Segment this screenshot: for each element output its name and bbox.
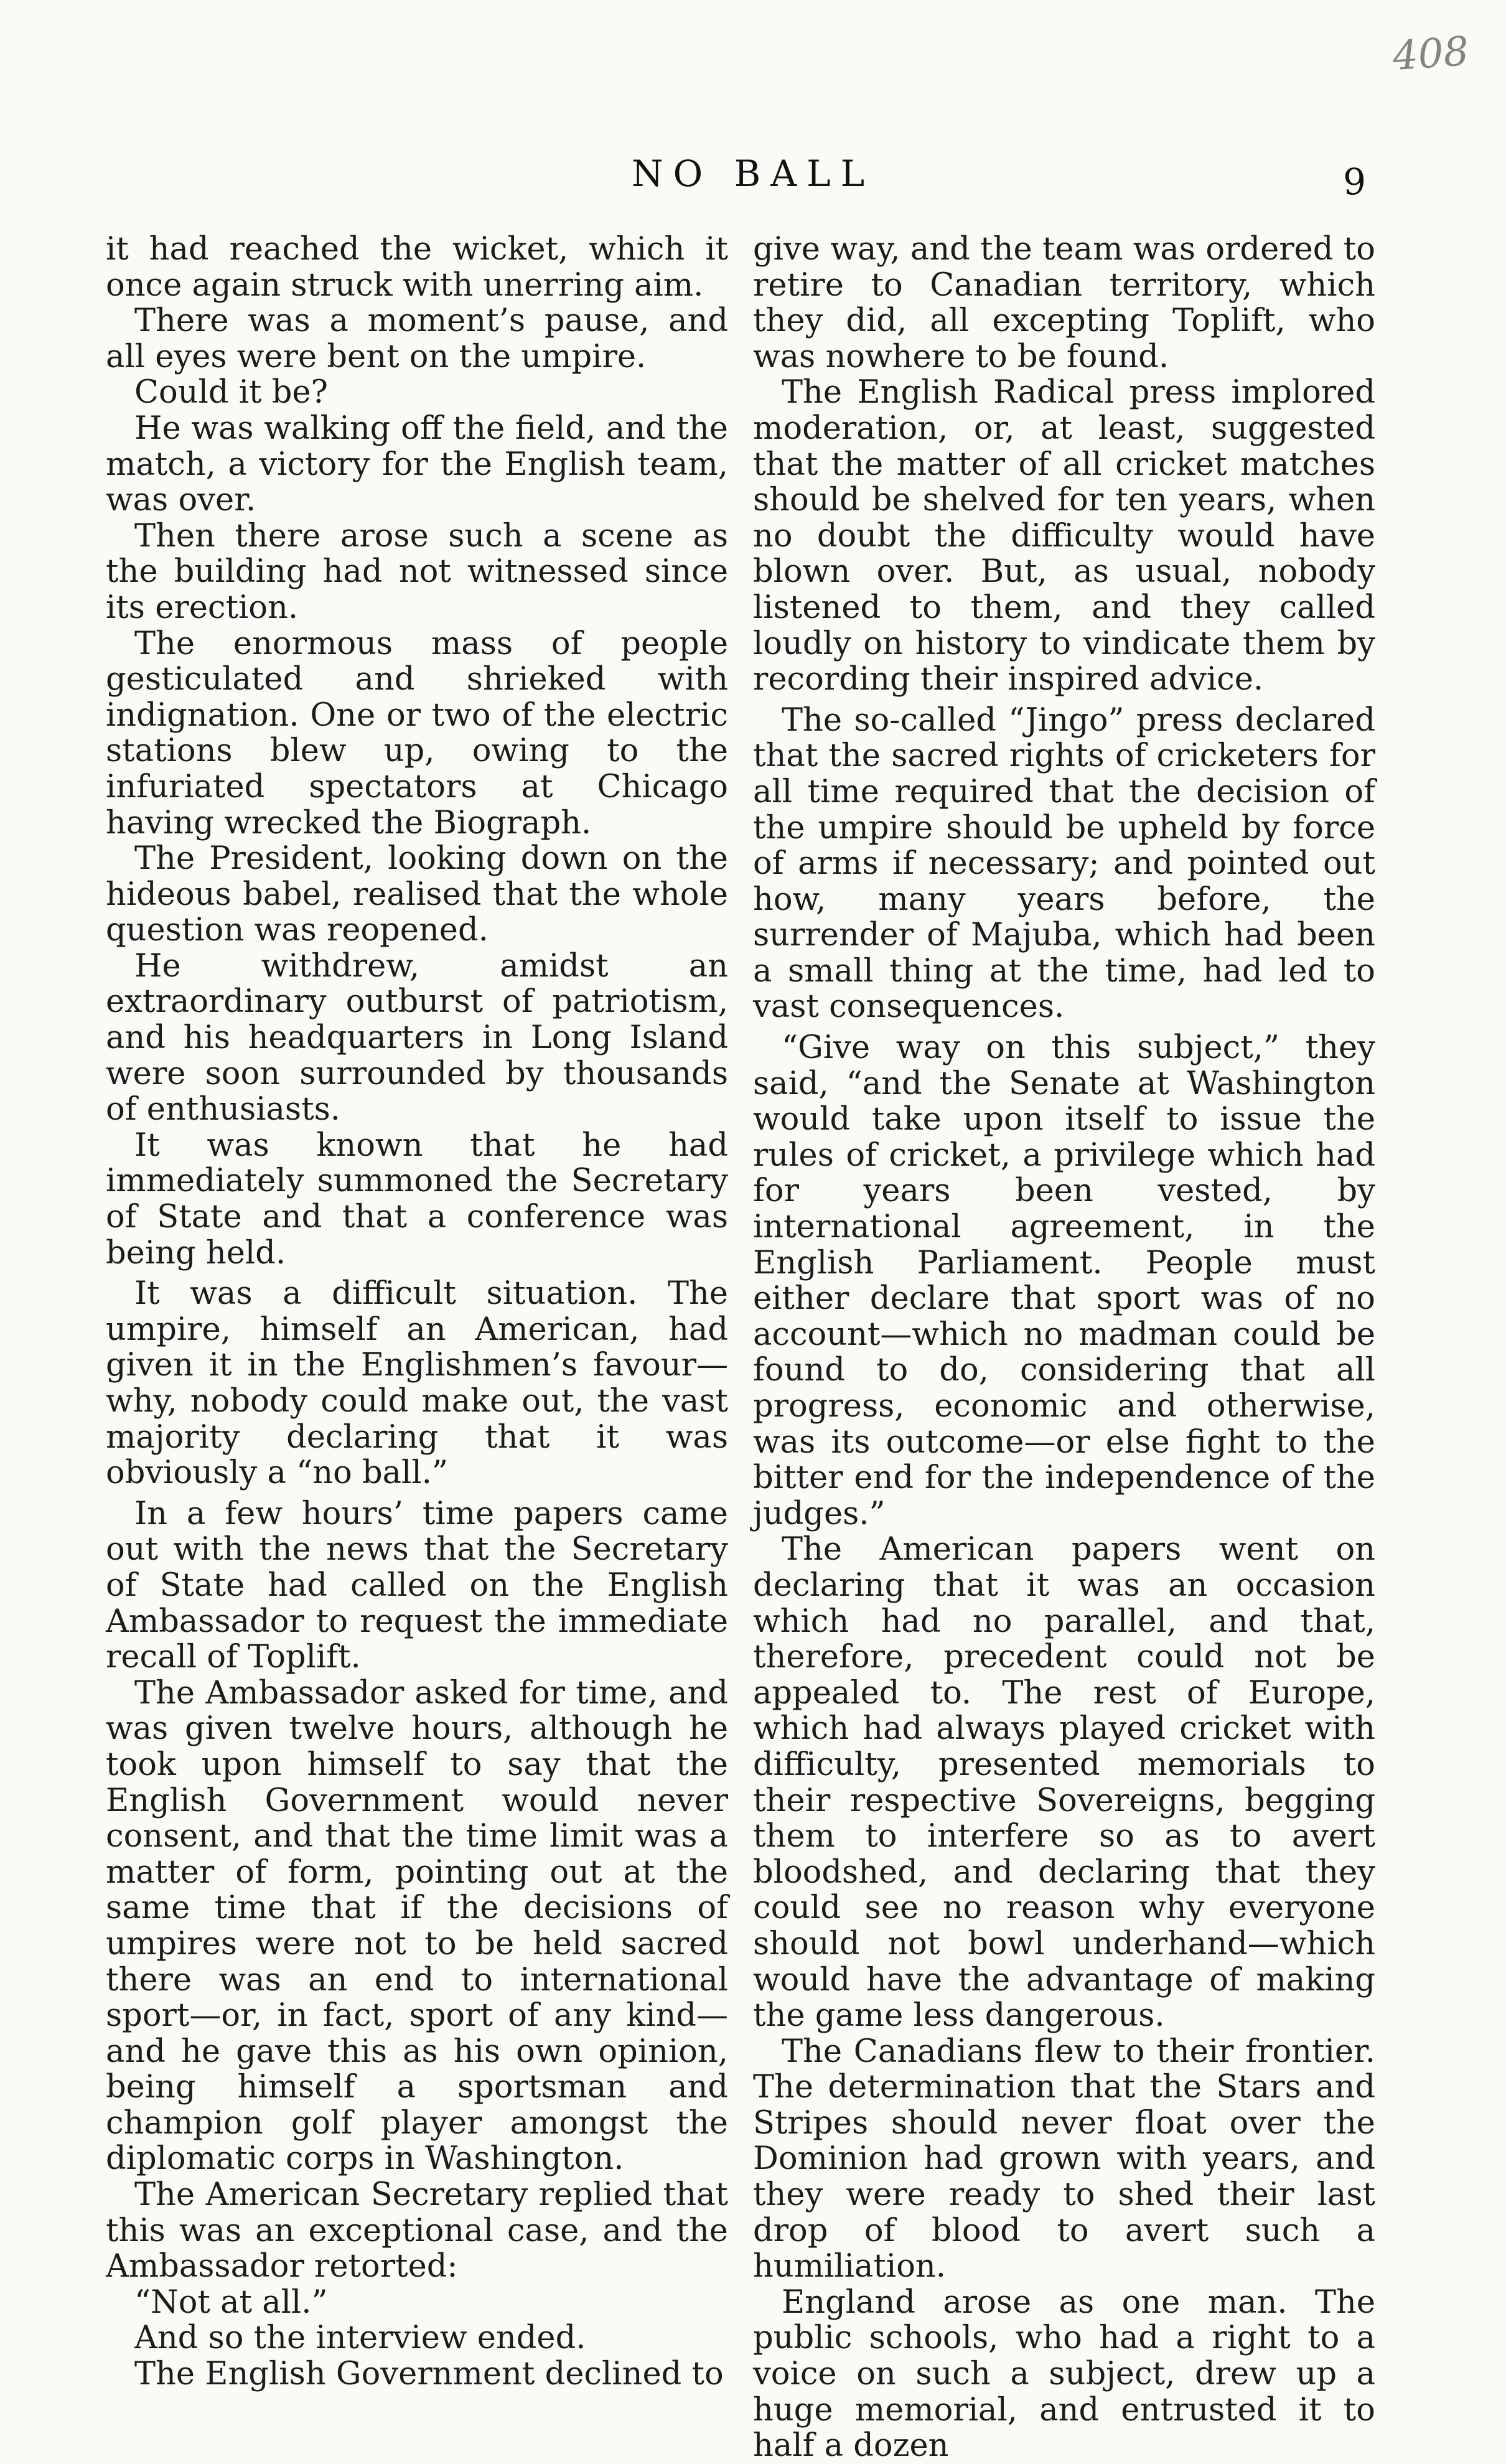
paragraph: The Canadians flew to their frontier. The determination that the Stars and Stripes should never float over the Dominion had grown with years, and they were ready to shed their last drop of blood to avert such a humiliation.	[753, 2033, 1375, 2285]
paragraph: The Ambassador asked for time, and was given twelve hours, although he took upon himself to say that the English Government would never consent, and that the time limit was a matter of form, pointing out at the same time that if the decisions of umpires were not to be held sacred there was an end to international sport—or, in fact, sport of any kind— and he gave this as his own opinion, being himself a sportsman and champion golf player amongst the diplomatic corps in Washington.	[106, 1674, 728, 2178]
paragraph: It was a difficult situation. The umpire, himself an American, had given it in the Englishmen’s favour—why, nobody could make out, the vast majority declaring that it was obviously a “no ball.”	[106, 1275, 728, 1492]
left-column	[106, 232, 728, 2392]
running-head: NO BALL	[631, 152, 875, 195]
handwritten-page-mark: 408	[1391, 28, 1471, 80]
paragraph: The English Government declined to	[134, 2356, 724, 2393]
paragraph: Could it be?	[134, 374, 328, 411]
paragraph: He was walking off the field, and the match, a victory for the English team, was over.	[106, 410, 728, 519]
paragraph: it had reached the wicket, which it once again struck with unerring aim.	[106, 231, 728, 304]
paragraph: The President, looking down on the hideous babel, realised that the whole question was reopened.	[106, 840, 728, 949]
page-number: 9	[1343, 161, 1366, 203]
paragraph: He withdrew, amidst an extraordinary outburst of patriotism, and his headquarters in Long Island were soon surrounded by thousands of enthusiasts.	[106, 947, 728, 1128]
paragraph: There was a moment’s pause, and all eyes were bent on the umpire.	[106, 302, 728, 375]
paragraph: The English Radical press implored moderation, or, at least, suggested that the matter of all cricket matches should be shelved for ten years, when no doubt the difficulty would have blown over. But, as usual, nobody listened to them, and they called loudly on history to vindicate them by recording their inspired advice.	[753, 374, 1375, 698]
right-column	[753, 232, 1375, 2464]
paragraph: And so the interview ended.	[134, 2320, 586, 2357]
paragraph: The so-called “Jingo” press declared that the sacred rights of cricketers for all time required that the decision of the umpire should be upheld by force of arms if necessary; and pointed out how, many years before, the surrender of Majuba, which had been a small thing at the time, had led to vast consequences.	[753, 701, 1375, 1026]
paragraph: In a few hours’ time papers came out with the news that the Secretary of State had called on the English Ambassador to request the immediate recall of Toplift.	[106, 1495, 728, 1676]
paragraph: It was known that he had immediately summoned the Secretary of State and that a conference was being held.	[106, 1127, 728, 1272]
paragraph: England arose as one man. The public schools, who had a right to a voice on such a subject, drew up a huge memorial, and entrusted it to half a dozen	[753, 2284, 1375, 2464]
paragraph: give way, and the team was ordered to retire to Canadian territory, which they did, all excepting Toplift, who was nowhere to be found.	[753, 231, 1375, 375]
paragraph: “Not at all.”	[134, 2284, 328, 2321]
paragraph: The enormous mass of people gesticulated and shrieked with indignation. One or two of the electric stations blew up, owing to the infuriated spectators at Chicago having wrecked the Biograph.	[106, 625, 728, 841]
paragraph: Then there arose such a scene as the building had not witnessed since its erection.	[106, 517, 728, 626]
paragraph: “Give way on this subject,” they said, “and the Senate at Washington would take upon itself to issue the rules of cricket, a privilege which had for years been vested, by international agreement, in the English Parliament. People must either declare that sport was of no account—which no madman could be found to do, considering that all progress, economic and otherwise, was its outcome—or else fight to the bitter end for the independence of the judges.”	[753, 1029, 1375, 1532]
paragraph: The American Secretary replied that this was an exceptional case, and the Ambassador retorted:	[106, 2176, 728, 2285]
paragraph: The American papers went on declaring that it was an occasion which had no parallel, and that, therefore, precedent could not be appealed to. The rest of Europe, which had always played cricket with difficulty, presented memorials to their respective Sovereigns, begging them to interfere so as to avert bloodshed, and declaring that they could see no reason why everyone should not bowl underhand—which would have the advantage of making the game less dangerous.	[753, 1531, 1375, 2035]
